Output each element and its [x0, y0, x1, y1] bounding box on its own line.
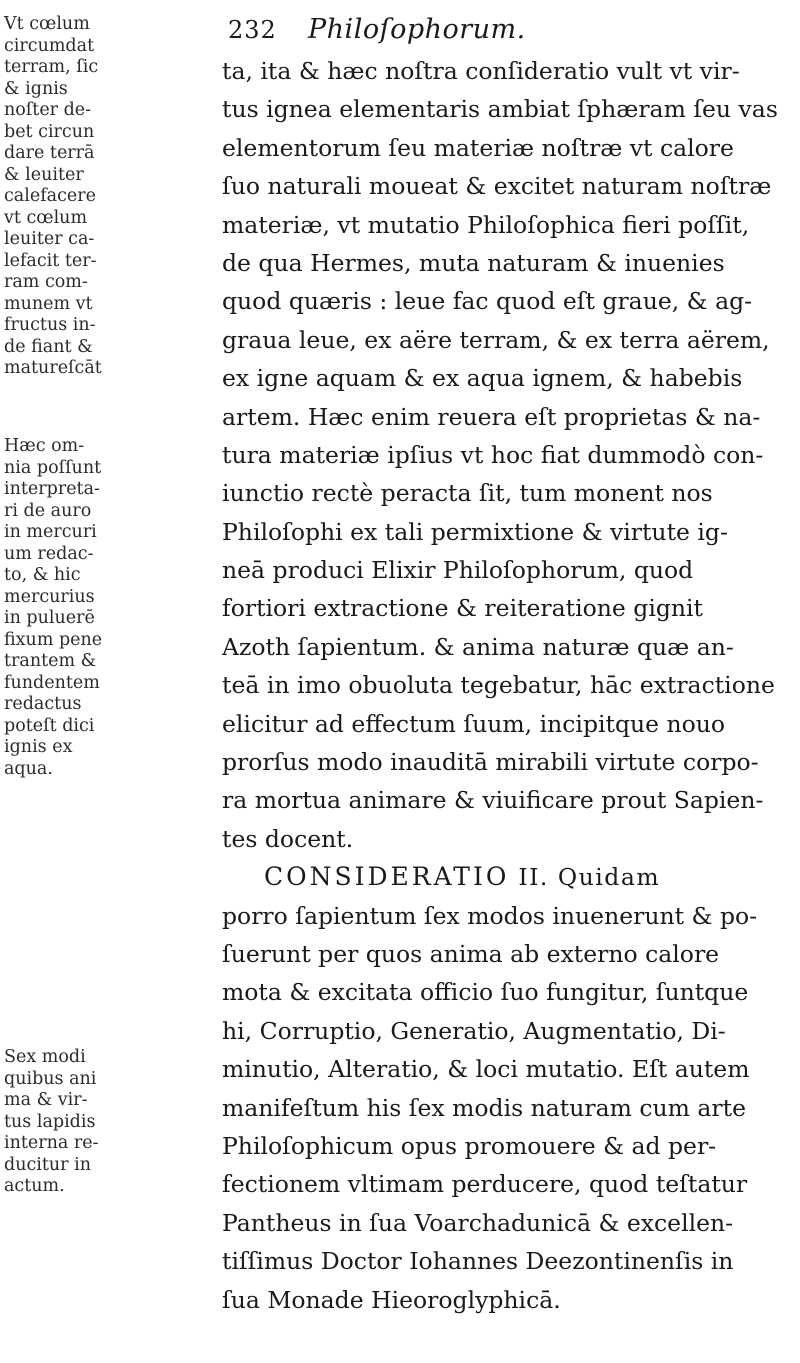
- main-text: [222, 52, 797, 1319]
- margin-note-gold-mercury: Hæc om- nia poſſunt interpreta- ri de auro in mercuri um redac- to, & hic mercurius in puluerē fixum pene trantem & fundentem redactus poteſt dici ignis ex aqua.: [4, 436, 103, 779]
- text-line: Philoſophicum opus promouere & ad per-: [222, 1131, 717, 1160]
- text-line: elementorum ſeu materiæ noſtræ vt calore: [222, 133, 734, 162]
- section-heading-rest: Quidam: [557, 863, 661, 892]
- text-line: prorſus modo inauditā mirabili virtute corpo-: [222, 748, 759, 777]
- text-line: manifeſtum his ſex modis naturam cum arte: [222, 1093, 746, 1122]
- text-line: neā produci Elixir Philoſophorum, quod: [222, 556, 694, 585]
- page-number: 232: [228, 16, 277, 44]
- text-line: mota & excitata officio ſuo fungitur, ſuntque: [222, 978, 749, 1007]
- text-line: ſuo naturali moueat & excitet naturam noſtræ: [222, 172, 772, 201]
- section-heading-label: CONSIDERATIO: [264, 862, 510, 892]
- text-line: ſua Monade Hieoroglyphicā.: [222, 1285, 561, 1314]
- text-line: elicitur ad effectum ſuum, incipitque nouo: [222, 709, 726, 738]
- text-line: ex igne aquam & ex aqua ignem, & habebis: [222, 364, 743, 393]
- section-heading: [222, 858, 797, 896]
- margin-note-six-modes: Sex modi quibus ani ma & vir- tus lapidis interna re- ducitur in actum.: [4, 1047, 99, 1196]
- text-line: ra mortua animare & viuificare prout Sapien-: [222, 786, 764, 815]
- text-line: iunctio rectè peracta ſit, tum monent nos: [222, 479, 713, 508]
- text-line: ta, ita & hæc noſtra conſideratio vult vt vir-: [222, 57, 740, 85]
- text-line: Azoth ſapientum. & anima naturæ quæ an-: [222, 632, 734, 661]
- text-line: porro ſapientum ſex modos inuenerunt & po-: [222, 901, 758, 930]
- text-line: tiſſimus Doctor Iohannes Deezontinenſis in: [222, 1247, 734, 1276]
- text-line: teā in imo obuoluta tegebatur, hāc extractione: [222, 671, 775, 700]
- running-title: Philoſophorum.: [308, 14, 526, 45]
- text-line: tus ignea elementaris ambiat ſphæram ſeu vas: [222, 95, 778, 124]
- text-line: minutio, Alteratio, & loci mutatio. Eſt autem: [222, 1055, 750, 1084]
- section-heading-number: II.: [518, 863, 549, 892]
- text-line: Philoſophi ex tali permixtione & virtute ig-: [222, 517, 728, 546]
- page-header: [228, 12, 788, 48]
- text-line: fortiori extractione & reiteratione gignit: [222, 594, 703, 623]
- text-line: Pantheus in ſua Voarchadunicā & excellen-: [222, 1208, 734, 1237]
- text-line: fectionem vltimam perducere, quod teſtatur: [222, 1170, 748, 1199]
- text-line: materiæ, vt mutatio Philoſophica fieri poſſit,: [222, 210, 750, 239]
- text-line: ſuerunt per quos anima ab externo calore: [222, 939, 720, 968]
- text-line: tura materiæ ipſius vt hoc fiat dummodò con-: [222, 440, 764, 469]
- text-line: tes docent.: [222, 824, 354, 853]
- text-line: de qua Hermes, muta naturam & inuenies: [222, 248, 725, 277]
- text-line: artem. Hæc enim reuera eſt proprietas & na-: [222, 402, 761, 431]
- text-line: graua leue, ex aëre terram, & ex terra aërem,: [222, 325, 770, 354]
- text-line: quod quæris : leue fac quod eſt graue, & ag-: [222, 287, 753, 316]
- margin-notes: [0, 0, 120, 1363]
- text-line: hi, Corruptio, Generatio, Augmentatio, Di-: [222, 1016, 726, 1045]
- margin-note-heaven-earth: Vt cœlum circumdat terram, ſic & ignis noſter de- bet circun dare terrā & leuiter calefacere vt cœlum leuiter ca- lefacit ter- ram com- munem vt fructus in- de fiant & matureſcāt: [4, 14, 102, 378]
